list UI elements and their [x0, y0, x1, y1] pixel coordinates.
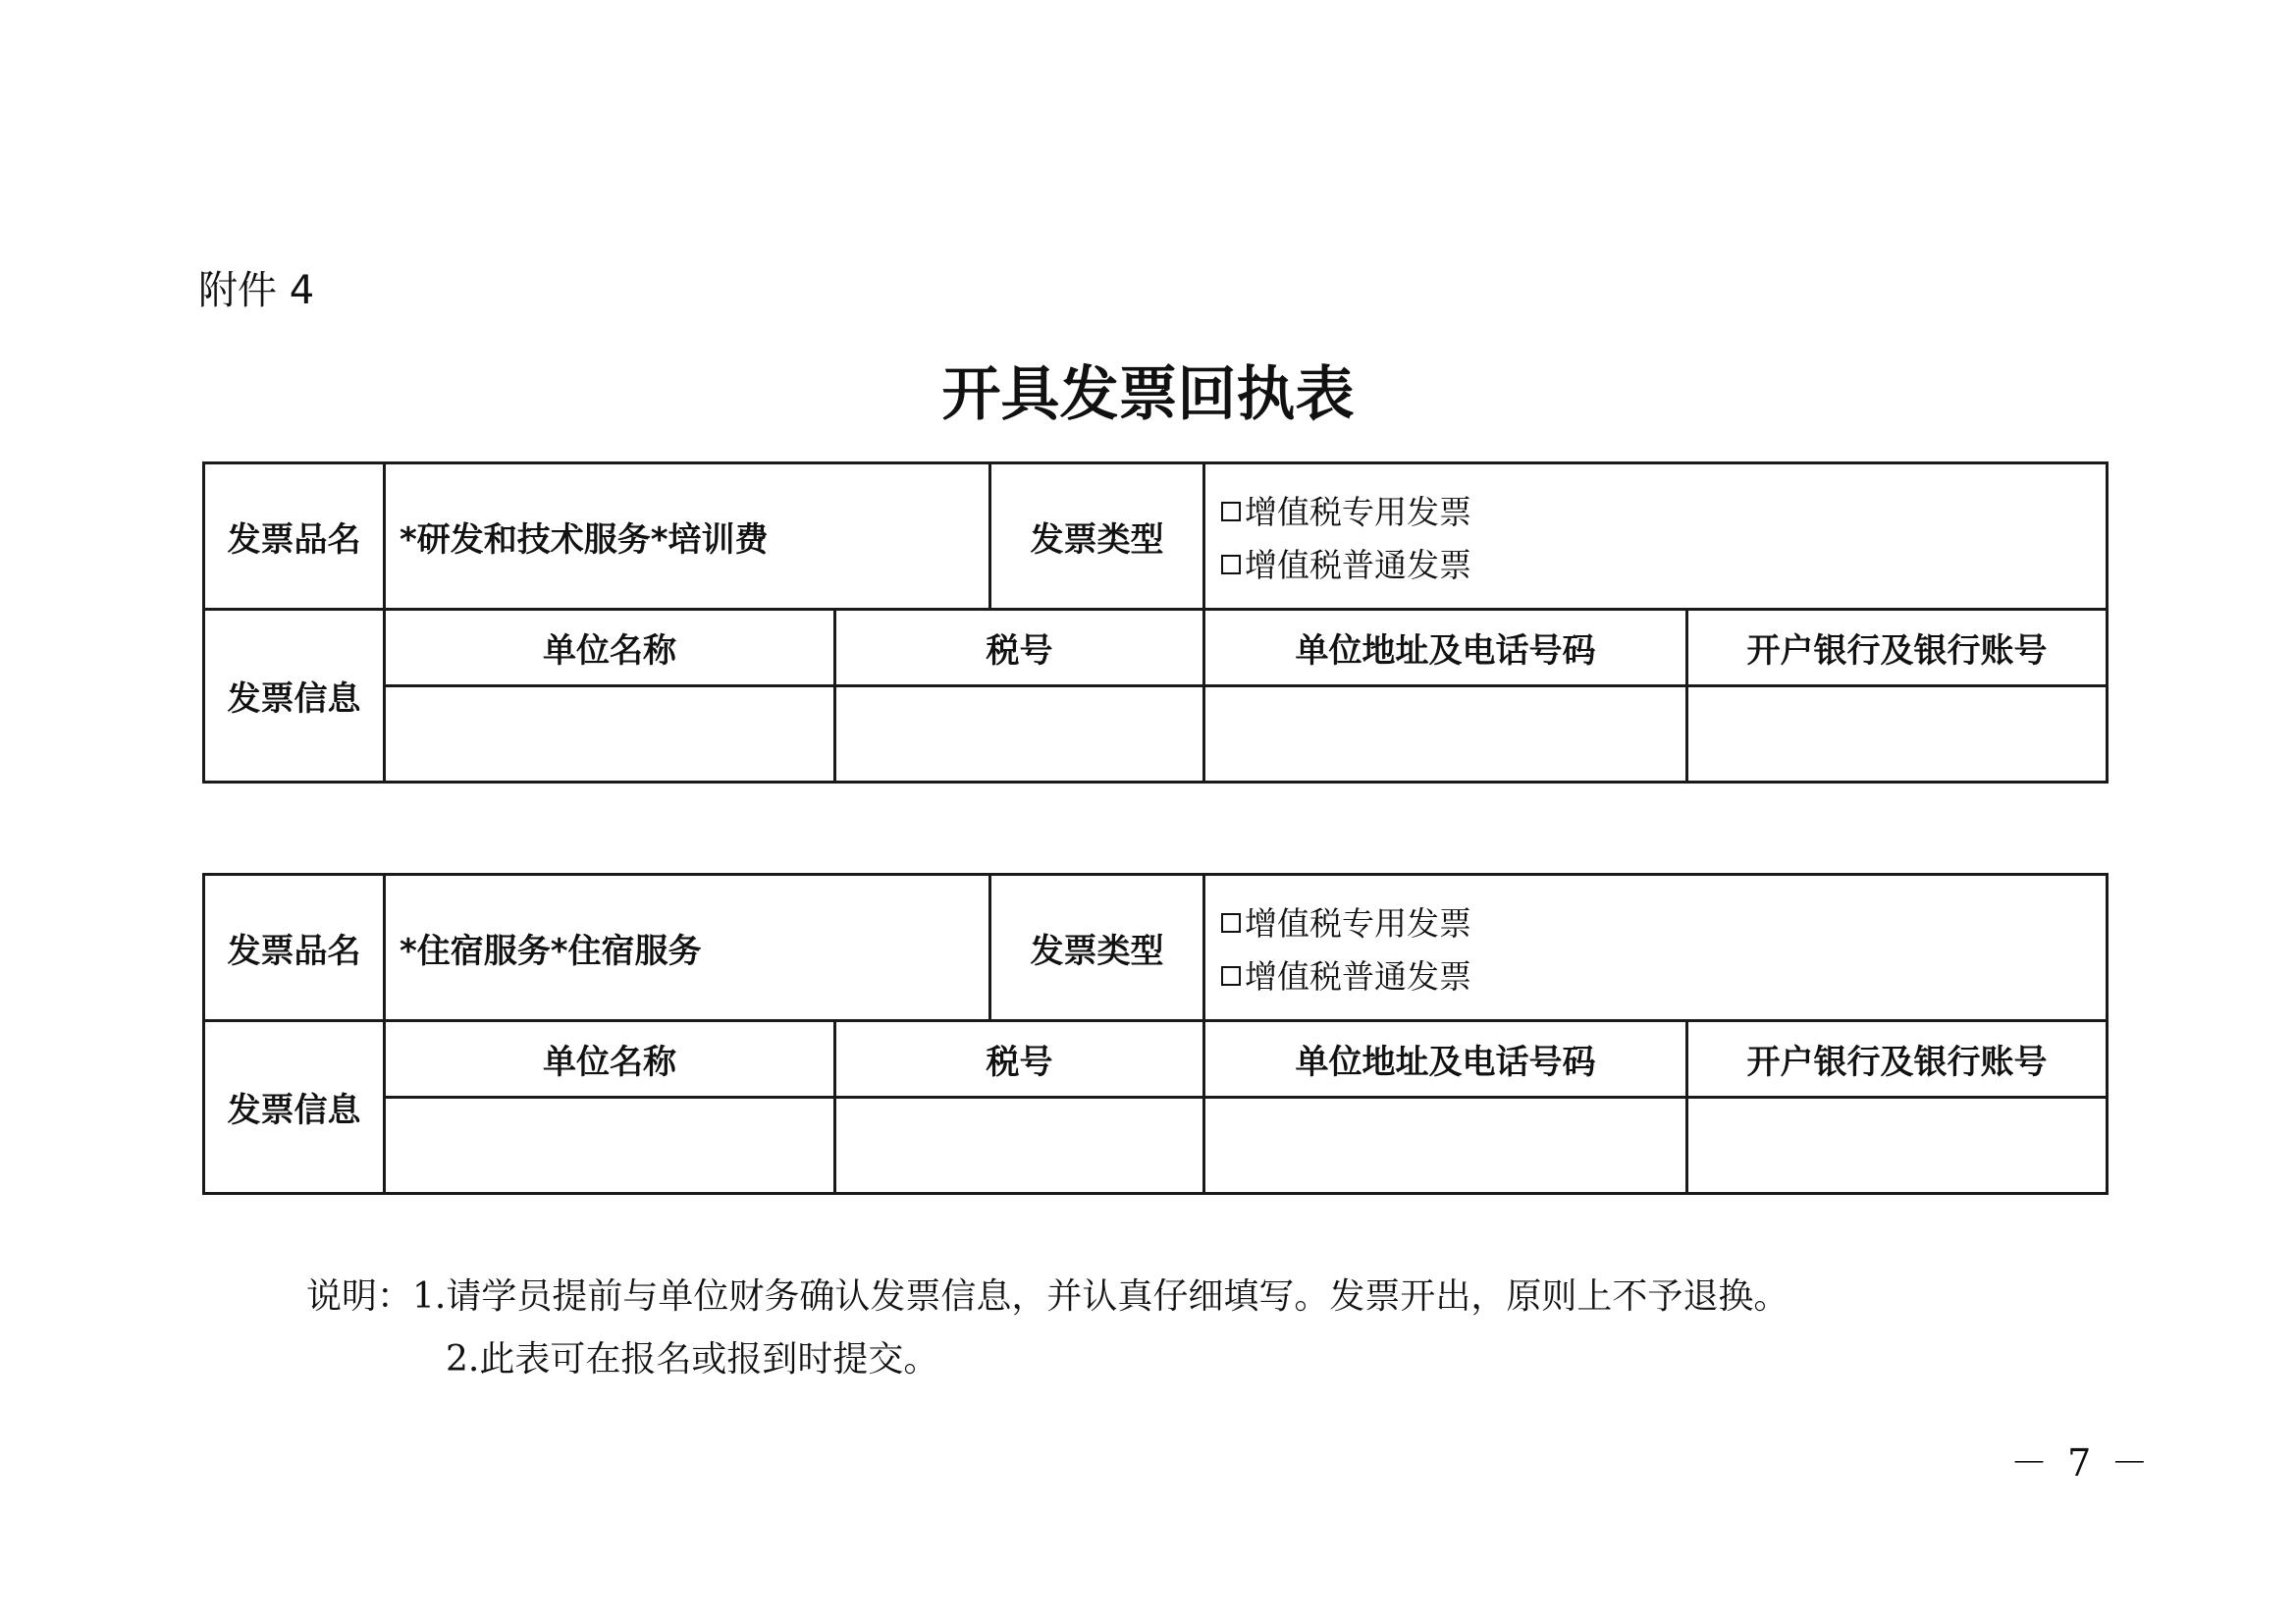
type-option-label: 增值税普通发票 — [1245, 545, 1471, 584]
invoice-info-input-row — [204, 1098, 2108, 1194]
type-option-special[interactable] — [1221, 894, 2106, 947]
address-phone-field[interactable] — [1204, 686, 1687, 783]
invoice-form — [202, 873, 2109, 1195]
notes — [306, 1266, 1789, 1391]
company-name-field[interactable] — [385, 1098, 835, 1194]
bank-account-field[interactable] — [1687, 1098, 2108, 1194]
bank-account-field[interactable] — [1687, 686, 2108, 783]
column-header-bank-account: 开户银行及银行账号 — [1687, 610, 2108, 686]
tax-id-field[interactable] — [835, 1098, 1204, 1194]
invoice-item-row — [204, 463, 2108, 610]
attachment-label: 附件 4 — [198, 268, 315, 313]
type-option-label: 增值税专用发票 — [1245, 903, 1471, 943]
checkbox-icon[interactable] — [1221, 913, 1241, 933]
type-option-special[interactable] — [1221, 483, 2106, 536]
invoice-type-label: 发票类型 — [990, 463, 1204, 610]
invoice-item-row — [204, 875, 2108, 1021]
invoice-info-header-row — [204, 610, 2108, 686]
column-header-company-name: 单位名称 — [385, 610, 835, 686]
invoice-info-input-row — [204, 686, 2108, 783]
type-option-label: 增值税专用发票 — [1245, 492, 1471, 531]
column-header-tax-id: 税号 — [835, 1021, 1204, 1098]
invoice-item-value[interactable]: *研发和技术服务*培训费 — [385, 463, 990, 610]
invoice-item-label: 发票品名 — [204, 463, 385, 610]
address-phone-field[interactable] — [1204, 1098, 1687, 1194]
invoice-item-value[interactable]: *住宿服务*住宿服务 — [385, 875, 990, 1021]
column-header-company-name: 单位名称 — [385, 1021, 835, 1098]
company-name-field[interactable] — [385, 686, 835, 783]
column-header-tax-id: 税号 — [835, 610, 1204, 686]
note-line-2: 2.此表可在报名或报到时提交。 — [446, 1339, 939, 1380]
checkbox-icon[interactable] — [1221, 502, 1241, 521]
invoice-info-header-row — [204, 1021, 2108, 1098]
invoice-info-label: 发票信息 — [204, 610, 385, 783]
page-title: 开具发票回执表 — [941, 360, 1355, 429]
column-header-bank-account: 开户银行及银行账号 — [1687, 1021, 2108, 1098]
invoice-type-label: 发票类型 — [990, 875, 1204, 1021]
column-header-address-phone: 单位地址及电话号码 — [1204, 610, 1687, 686]
note-line-1: 说明：1.请学员提前与单位财务确认发票信息，并认真仔细填写。发票开出，原则上不予退换。 — [306, 1276, 1789, 1317]
invoice-item-label: 发票品名 — [204, 875, 385, 1021]
invoice-form — [202, 461, 2109, 784]
type-option-general[interactable] — [1221, 947, 2106, 1001]
invoice-type-options — [1204, 463, 2108, 610]
type-option-general[interactable] — [1221, 536, 2106, 589]
checkbox-icon[interactable] — [1221, 966, 1241, 986]
tax-id-field[interactable] — [835, 686, 1204, 783]
type-option-label: 增值税普通发票 — [1245, 956, 1471, 996]
checkbox-icon[interactable] — [1221, 555, 1241, 574]
page-number: － 7 － — [2010, 1441, 2153, 1485]
column-header-address-phone: 单位地址及电话号码 — [1204, 1021, 1687, 1098]
invoice-type-options — [1204, 875, 2108, 1021]
invoice-info-label: 发票信息 — [204, 1021, 385, 1194]
